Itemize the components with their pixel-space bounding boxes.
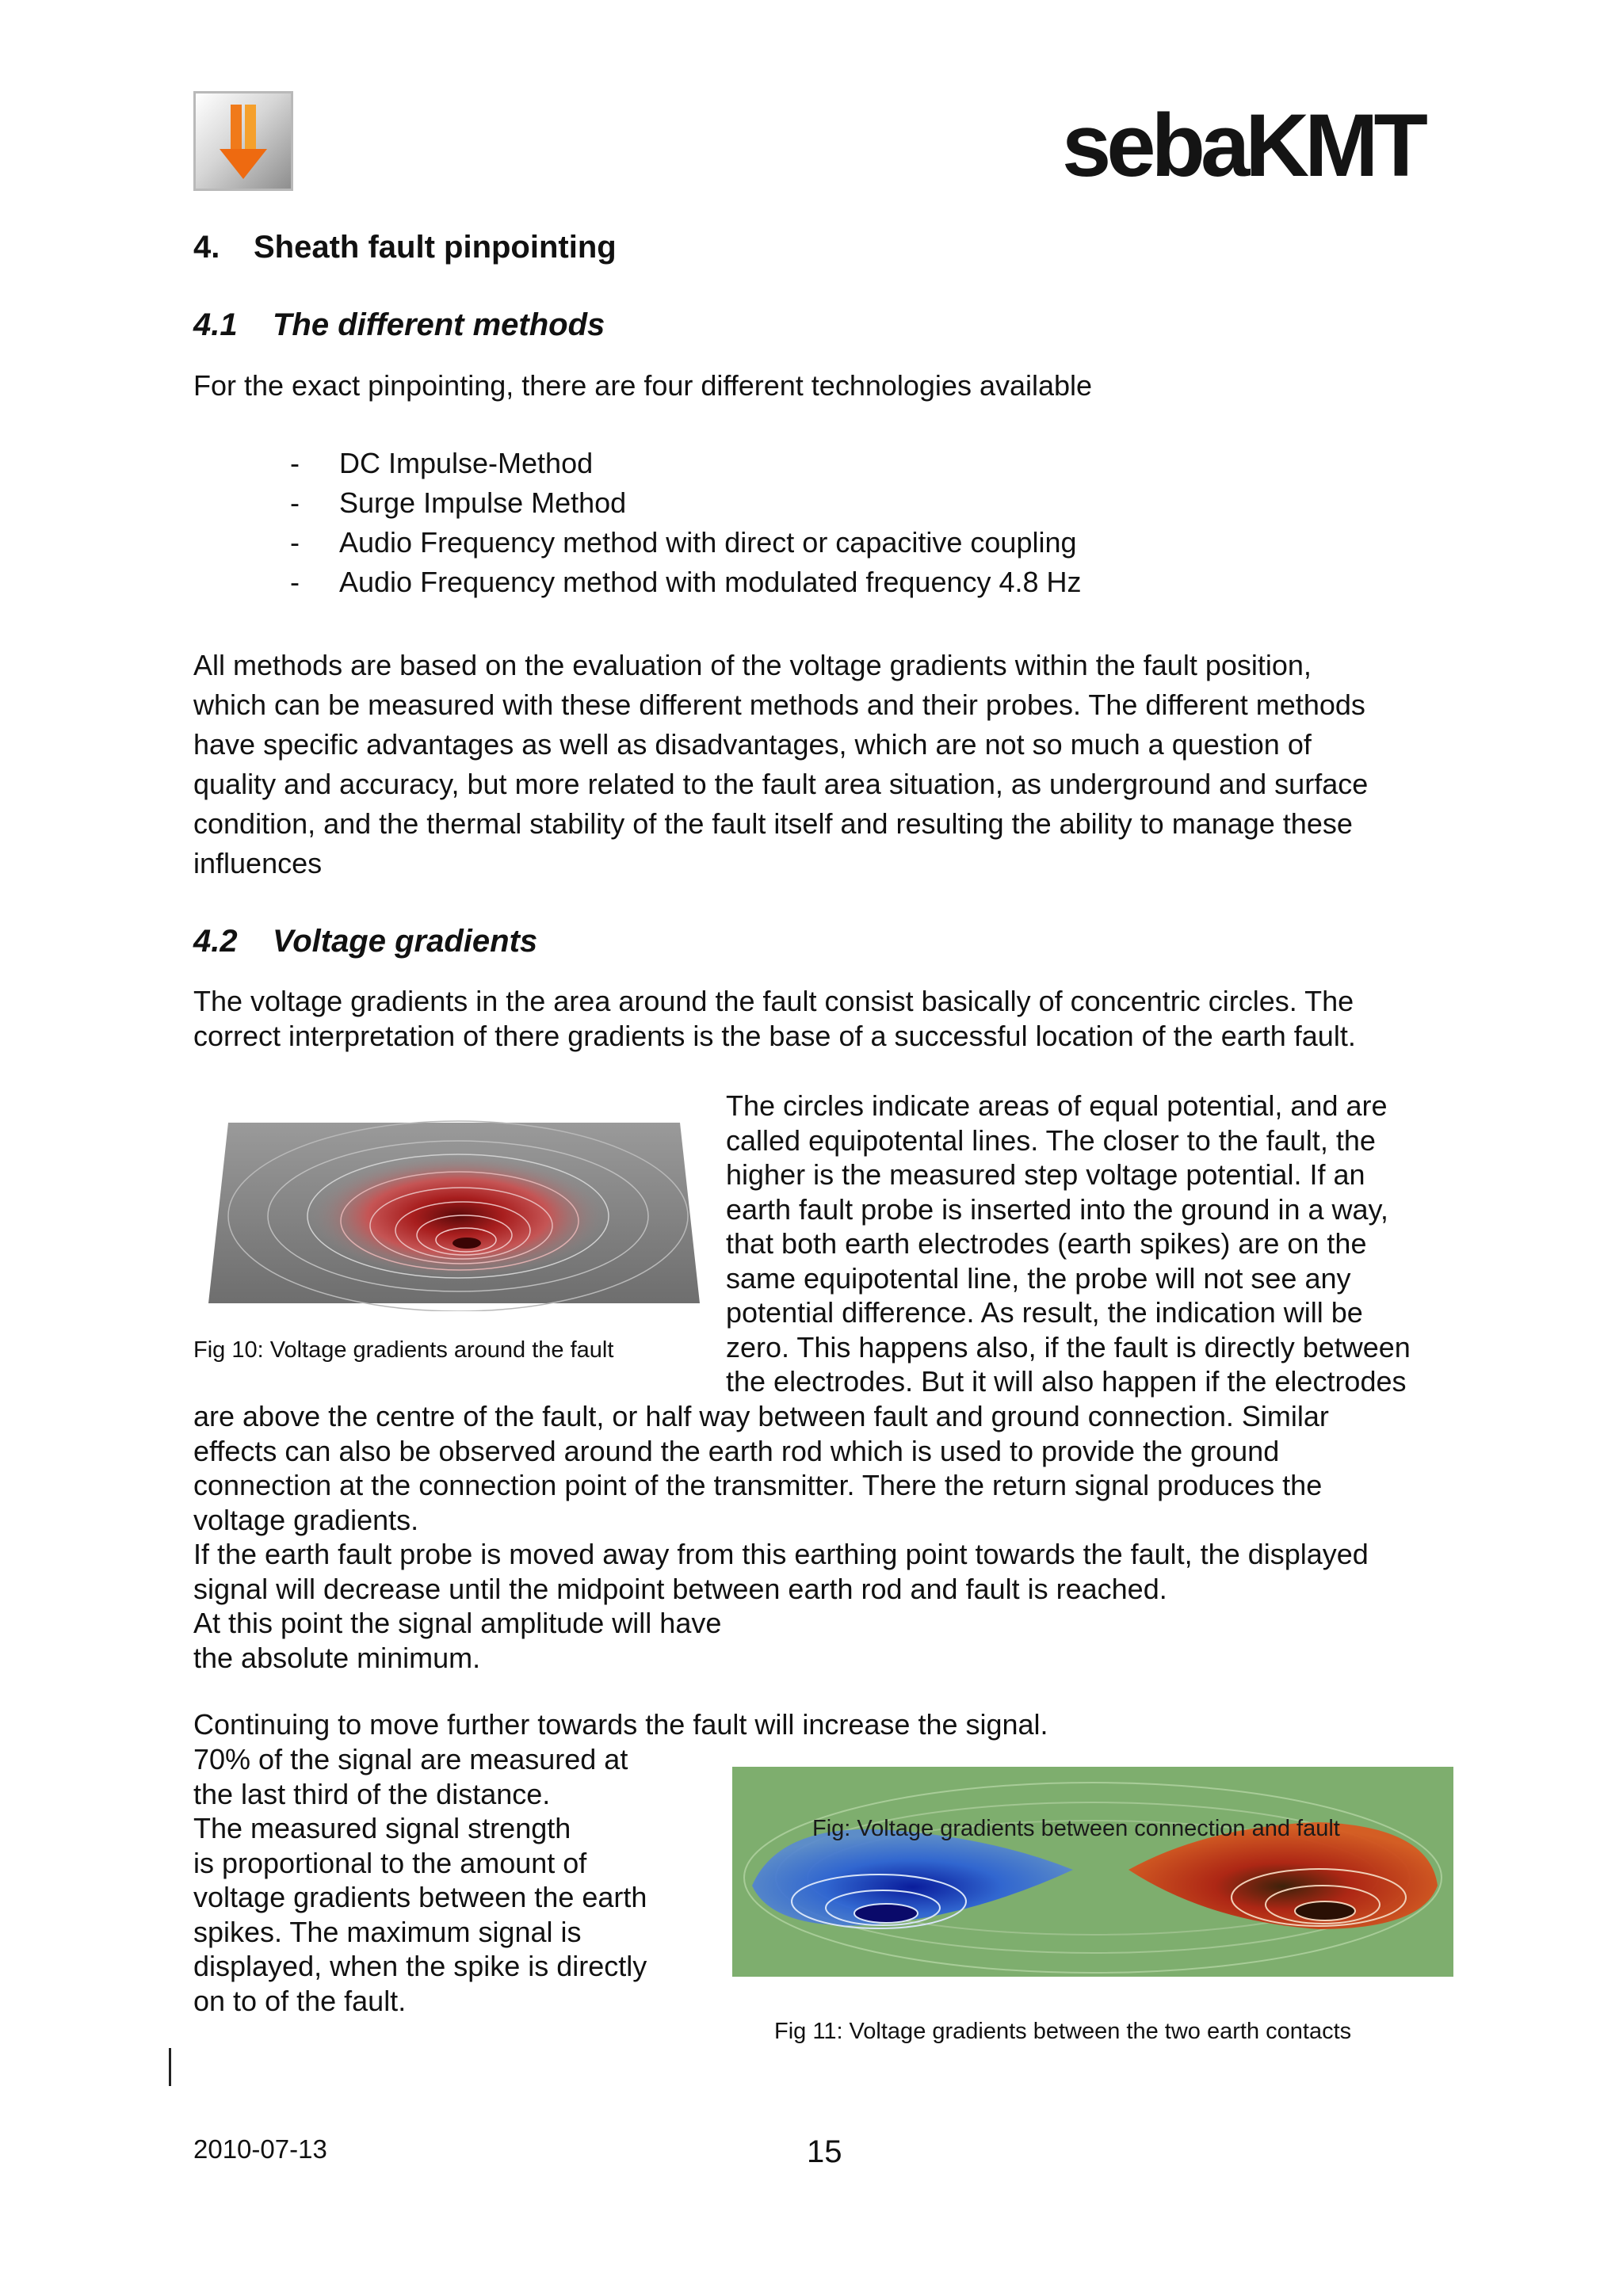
page-number: 15 — [807, 2134, 842, 2169]
list-item: - Audio Frequency method with modulated frequency 4.8 Hz — [290, 566, 1082, 598]
gradients-paragraph: are above the centre of the fault, or half way between fault and ground connection. Similar effects can also be observed around the earth rod which is used to provide the ground connection at the connection point of the transmitter. There the return signal produces the voltage gradients. If the earth fault probe is moved away from this earthing point towards the fault, the displayed signal will decrease until the midpoint between earth rod and fault is reached. At this point the signal amplitude will have the absolute minimum. — [193, 1400, 1369, 1674]
equipotential-paragraph: The circles indicate areas of equal potential, and are called equipotental lines. The closer to the fault, the higher is the measured step voltage potential. If an earth fault probe is inserted into the ground in a way, that both earth electrodes (earth spikes) are on the same equipotental line, the probe will not see any potential difference. As result, the indication will be zero. This happens also, if the fault is directly between the electrodes. But it will also happen if the electrodes — [726, 1089, 1411, 1398]
subsection-number: 4.2 — [193, 924, 238, 959]
subsection-number: 4.1 — [193, 307, 238, 342]
list-item: - Audio Frequency method with direct or capacitive coupling — [290, 526, 1077, 559]
methods-list — [290, 444, 1082, 602]
subsection-heading — [193, 924, 537, 959]
subsection-title: The different methods — [273, 307, 605, 342]
figure-11-inner-label: Fig: Voltage gradients between connection and fault — [812, 1816, 1340, 1841]
methods-paragraph: All methods are based on the evaluation of the voltage gradients within the fault position, which can be measured with these different methods and their probes. The different methods have specific advantages as well as disadvantages, which are not so much a question of quality and accuracy, but more related to the fault area situation, as underground and surface condition, and the thermal stability of the fault itself and resulting the ability to manage these influences — [193, 649, 1369, 879]
figure-10-caption: Fig 10: Voltage gradients around the fault — [193, 1337, 614, 1363]
sebakmt-brand-logo — [1062, 103, 1482, 190]
text-cursor-mark — [169, 2048, 171, 2086]
list-item: - DC Impulse-Method — [290, 447, 594, 479]
figure-11-caption: Fig 11: Voltage gradients between the two earth contacts — [774, 2019, 1352, 2044]
figure-10-funnel-image — [204, 1105, 704, 1311]
brand-wordmark: sebaKMT — [1062, 103, 1423, 190]
footer-date: 2010-07-13 — [193, 2134, 327, 2164]
section-title: Sheath fault pinpointing — [254, 230, 617, 265]
subsection-heading — [193, 307, 605, 343]
continue-line: Continuing to move further towards the fault will increase the signal. — [193, 1708, 1048, 1741]
gradients-intro: The voltage gradients in the area around the fault consist basically of concentric circles. The correct interpretation of there gradients is the base of a successful location of the earth fault. — [193, 985, 1356, 1052]
subsection-title: Voltage gradients — [273, 924, 538, 959]
document-logo — [193, 91, 293, 191]
list-item: - Surge Impulse Method — [290, 486, 627, 519]
signal-paragraph: 70% of the signal are measured at the last third of the distance. The measured signal strength is proportional to the amount of voltage gradients between the earth spikes. The maximum signal is displayed, when the spike is directly on to of the fault. — [193, 1743, 647, 2017]
methods-intro: For the exact pinpointing, there are four different technologies available — [193, 369, 1093, 402]
section-heading — [193, 230, 617, 265]
section-number: 4. — [193, 230, 220, 265]
orange-down-arrow-icon — [196, 93, 291, 189]
figure-11-gradients-image — [732, 1767, 1453, 1977]
